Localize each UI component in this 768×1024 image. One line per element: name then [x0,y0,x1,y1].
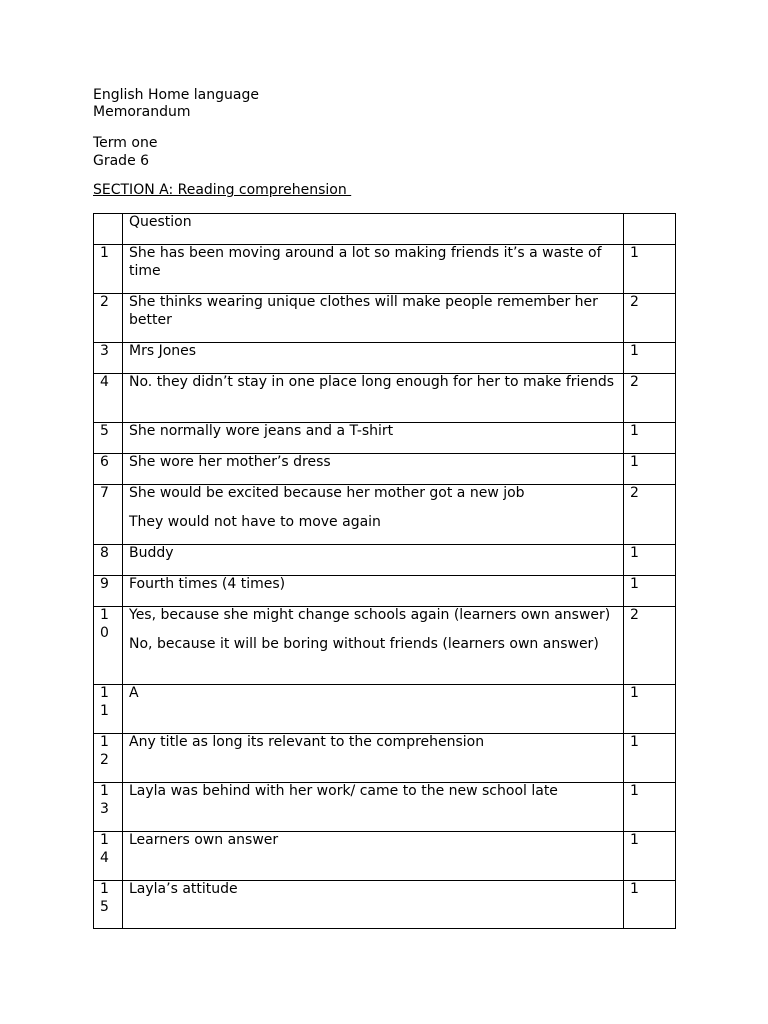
marks-cell: 1 [624,545,676,576]
answer-text: Yes, because she might change schools again (learners own answer) [129,607,611,623]
answer-cell [123,734,624,783]
question-number: 9 [94,576,123,607]
table-header-row [94,214,676,245]
question-header: Question [129,214,192,230]
marks-cell: 1 [624,685,676,734]
answer-text: Buddy [129,545,174,561]
answer-text: Mrs Jones [129,343,197,359]
answer-cell [123,576,624,607]
marks-cell: 1 [624,734,676,783]
table-row [94,576,676,607]
answer-text: She thinks wearing unique clothes will make people remember her better [129,294,598,328]
table-row [94,545,676,576]
marks-cell: 1 [624,832,676,881]
question-number: 3 [94,343,123,374]
marks-cell: 2 [624,294,676,343]
answer-cell [123,783,624,832]
header-question-cell [123,214,624,245]
table-row [94,423,676,454]
answer-cell [123,374,624,423]
marks-cell: 1 [624,423,676,454]
question-number: 13 [94,783,123,832]
marks-cell: 1 [624,881,676,929]
answer-cell [123,343,624,374]
table-row [94,294,676,343]
document-type: Memorandum [93,104,191,120]
question-number: 2 [94,294,123,343]
table-row [94,881,676,929]
answer-text: Layla was behind with her work/ came to the new school late [129,783,558,799]
answer-text: She wore her mother’s dress [129,454,331,470]
answer-cell [123,881,624,929]
answer-cell [123,423,624,454]
question-number: 15 [94,881,123,929]
question-number: 11 [94,685,123,734]
question-number: 8 [94,545,123,576]
answer-text: She would be excited because her mother got a new job [129,485,525,501]
table-row [94,783,676,832]
answer-cell [123,454,624,485]
answer-cell [123,685,624,734]
subject-title: English Home language [93,87,259,103]
answer-text: She has been moving around a lot so making friends it’s a waste of time [129,245,602,279]
question-number: 7 [94,485,123,545]
answer-cell [123,607,624,685]
question-number: 14 [94,832,123,881]
answer-cell [123,245,624,294]
question-number: 12 [94,734,123,783]
header-num-cell [94,214,123,245]
marks-cell: 2 [624,374,676,423]
answer-text: Learners own answer [129,832,279,848]
question-number: 6 [94,454,123,485]
question-number: 5 [94,423,123,454]
question-number: 1 [94,245,123,294]
table-row [94,734,676,783]
table-row [94,454,676,485]
question-number: 4 [94,374,123,423]
question-number: 10 [94,607,123,685]
marks-cell: 1 [624,576,676,607]
answer-cell [123,485,624,545]
marks-cell: 1 [624,343,676,374]
answer-text: She normally wore jeans and a T-shirt [129,423,394,439]
memorandum-table [93,213,676,929]
table-row [94,374,676,423]
marks-cell: 2 [624,485,676,545]
marks-cell: 2 [624,607,676,685]
table-row [94,832,676,881]
section-heading: SECTION A: Reading comprehension [93,182,352,198]
marks-cell: 1 [624,245,676,294]
table-row [94,685,676,734]
answer-text: Fourth times (4 times) [129,576,286,592]
answer-text: A [129,685,139,701]
table-row [94,607,676,685]
table-row [94,245,676,294]
header-marks-cell [624,214,676,245]
table-row [94,343,676,374]
answer-text: They would not have to move again [129,513,381,530]
term-label: Term one [93,135,158,151]
marks-cell: 1 [624,783,676,832]
answer-text: No. they didn’t stay in one place long enough for her to make friends [129,374,615,390]
table-row [94,485,676,545]
answer-cell [123,545,624,576]
marks-cell: 1 [624,454,676,485]
answer-text: Layla’s attitude [129,881,238,897]
answer-cell [123,294,624,343]
answer-text: No, because it will be boring without friends (learners own answer) [129,635,599,652]
answer-text: Any title as long its relevant to the comprehension [129,734,485,750]
grade-label: Grade 6 [93,153,150,169]
answer-cell [123,832,624,881]
